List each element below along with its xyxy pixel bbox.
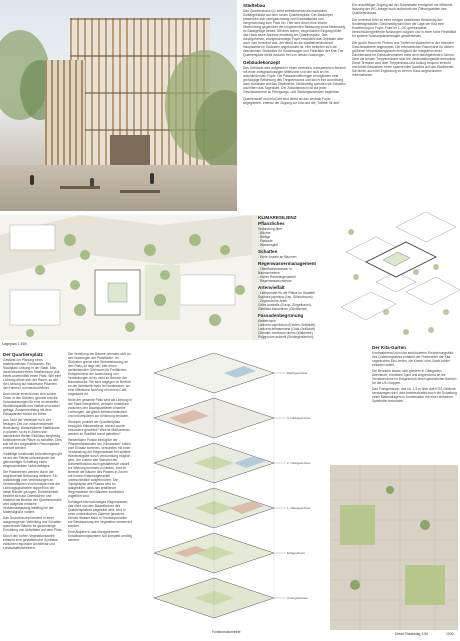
paragraph: Auch heute erreicht man sich solche Orten in den Städten, genutzt und die Voraussetzungen für eine unverstellte Wohlfühlqualität und Vielfalt sind dabei gefragt. Zusammenhang mit dem Klimawandel erklärt sie früher. xyxy=(3,392,60,416)
legend-list-item: Lonicera caprifolium (Echtes Geißblatt) xyxy=(258,323,315,327)
iso-level-label: 2. Obergeschoss xyxy=(287,461,311,465)
paragraph: Ein unauffälliger Zugang auf der Südostseite ermöglicht die effiziente Nutzung der WC-Anlage auch außerhalb der Öffnungszeiten des Quartiershauses. xyxy=(352,3,453,15)
quartiersplatz-section xyxy=(3,352,63,637)
legend-list-item: - Leitbaumart für die Plätze im Stadtteil xyxy=(258,291,315,295)
legend-subtitle: Pflanzliches xyxy=(258,221,285,226)
paragraph: Quartierstreff und InfoCafé sind direkt an das zentrale Foyer angegliedert, ebenso der Zugang zur Kita und die „Toilette für alle“. xyxy=(243,97,341,105)
kita-section xyxy=(372,345,458,465)
legend-list-item: Sophora japonica (Jap. Schnurbaum) xyxy=(258,295,313,299)
paragraph: Eine Abgabe in das übergeordnete Entwässerungssystem soll komplett unnötig werden. xyxy=(68,530,132,542)
legend-list-item: Gleditsia triacanthos (Gleditschie) xyxy=(258,307,308,311)
legend-list-item: Baumscheiben xyxy=(258,271,280,275)
legend-list-item: Polygonum aubertii (Schlingknöterich) xyxy=(258,335,314,339)
paragraph: Die Bereiche lassen sich gliedern in Obstgarten, Abenteuer, Kreatives Spiel und Angrenzend an die Terrassenzone im Erdgeschoß einen geschützten Bereich für die U3-Gruppen. xyxy=(372,369,457,385)
legend-list-item: - Beläge xyxy=(258,235,271,239)
paragraph: Kontrastierend zum klar strukturierten Erscheinungsbild des Quartiersplatzes entsteht der Freibereich der Kita organisches Ein Lernen, die Kinder zum „Nach-toben“ einladen sollen. xyxy=(372,351,453,367)
legend-title: KLIMARESILIENZ xyxy=(258,215,297,220)
legend-subtitle: Fassadenbegrünung xyxy=(258,313,304,318)
legend-list-item: - Wasserspiel xyxy=(258,243,278,247)
legend-list-item: - Hoher Rasenfugenanteil xyxy=(258,275,296,279)
paragraph: Vielfältige funktionale Anforderungen gilt es auf der Fläche untereinander bei gleichzeitiger Schaffung eines eingeschränkten Nutzerbelages. xyxy=(3,452,62,468)
hero-rendering xyxy=(0,0,237,211)
paragraph: Durch den hohen Vegetationsanteil entsteht eine gestalterische Synthese zwischen regionaler Architektur und Landschaftsrichtlinien. xyxy=(3,534,58,550)
axonometric-context xyxy=(336,212,460,342)
legend-list-item: - Bäume xyxy=(258,231,271,235)
paragraph: Der Innenhof führt zu einer ruhigen natürlichen Belichtung der Kindertagesstätte. Gleichzeitig wird über die Lage der Kita eine Erweiterung im Foyer, Flure im 1. OG gemeinsame, bereichsübergreifende Nutzungen möglich und in einer hohe Flexibilität für spätere Nutzungsänderungen gewährleistet. xyxy=(352,18,456,38)
right-intro-section xyxy=(352,3,456,208)
klimaresilienz-legend xyxy=(258,215,333,343)
iso-level-label: Untergeschoss xyxy=(287,596,308,600)
site-plan xyxy=(0,215,252,340)
section-title: Der Quartiersplatz xyxy=(3,352,43,357)
paragraph: Sonstiges überschüssiges Regenwasser, das nicht von den Baumflächen des Quartiersplatzes abgeleitet wird, wird in einer unterirdischen Zisterne gesichert. Dieses Wasser kann in Trockenperioden zur Bewässerung der Vegetation verwendet werden. xyxy=(68,500,132,528)
paragraph: Das Grundkonzept besteht in einer ausgewogenen Verteilung und Schatten spendender Bäume für gleichzeitige Errichtung von Aktivitäten auf dem Platz. xyxy=(3,516,63,532)
paragraph: Wodurch punktet der Quartiersplatz bezüglich Klimaresilienz, worauf wurde besonders geachtet? Welche Maßnahmen werden im Stadtteil sonst getroffen? xyxy=(68,420,131,436)
paragraph: Die Platzebenen werden durch die angrenzende Bebauung definiert. Ein unabhängig vom Verbindungen an Verkehrsflächen sind konzipiert wie die Lichtungsgeometrie doppelt bei der diese Ränder gezogen. Einheitlichkeit besteht sich auf Oberflächen und Material mit Bereich der Quartiersstraße wird aufgelöst einfache Verkehrsbelastung leitfähig bei der Materialgröße variiert. xyxy=(3,470,62,514)
plan-caption: Lageplan 1:500 xyxy=(2,342,27,346)
legend-text: - Hohe Anzahl an Bäumen xyxy=(258,255,297,259)
paragraph: Das Gebäude wird aufgeteilt in einen zentralen, transparenten Bereich mit einer zweigeschossigen Mittelzone und den sich an ihn anschließenden Foyer. Die Fassadenöffnungen ermöglichen eine großzügige Belichtung des Treppenraums und durch ihre Anordnung auch Ausblicke auf das Stadtviertel. Gleichzeitig spenden sie Schatten und filtern das Tageslicht. Der Zwischenraum ist auf jeder Geschossebene zu Reinigungs- und Wartungszwecken begehbar. xyxy=(243,66,346,94)
legend-list-item: - Zugeordnete Arten xyxy=(258,299,288,303)
legend-list-item: Celtis australis (Europ. Zürgelbaum), xyxy=(258,303,312,307)
functional-isometry xyxy=(134,343,314,633)
paragraph: Der große Raum für Proben und Treffen ist stützenfrei in der obersten Geschossebene angeordnet. Die erforderlichen Raumhöhe für diesen größeren Veranstaltungsraum ermöglicht die Integration einer Dachterrasse im Gebäudevolumen unter dem durchgehenden Schirm. Über die beiden Treppenhäuser sind die Veranstaltungssäle erreichbar. Diese Terrasse wird über Treppenhaus und Aufzug bequem erreicht und bietet Besuchern einen spannenden Ausblick auf das Stadtviertel. Sie bleibt, auch bei Ergänzung zu den im Haus angeordneten Informationen. xyxy=(352,41,456,77)
legend-subtitle: Artenvielfalt xyxy=(258,285,285,290)
iso-level-label: Erdgeschoss xyxy=(287,551,305,555)
legend-list-item: Clematis montana rubens (Waldrebe) xyxy=(258,331,313,335)
paragraph: Das Trafogebäude, das ca. 1,3 m über das KITA Gelände herausragen wird, wird bewirtschaftet durch die Schaffung eines Materiallagers in Kombination mit einer einfachen Spielhütte verbunden. xyxy=(372,387,457,403)
legend-list-item: Lonicera tellmanniana (Gold-Geißblatt) xyxy=(258,327,315,331)
paragraph: Die Verteilung der Bäume orientiert sich an den Nutzungen der Platzfläche. Im Südosten grenzt eine Wohnbebauung an den Platz, so liegt hier, hier einen verbleibenden Grünraum für Freiflächen. Entsprechend der Ausrichtung von Verbindungen ist es nicht im Bereich der Baumstruktur. Sie sind dagegen im Bereich an der Westseite mehr im Nordwesten, wo eine öffentliche Nutzung mit einem Café angedacht ist. xyxy=(68,352,132,396)
detail-caption: Detail Platzbelag 1:50 xyxy=(395,632,428,636)
iso-level-label: Dachgeschoss xyxy=(287,371,308,375)
legend-list-item: - Fassade xyxy=(258,239,273,243)
legend-list-item: - Oberflächenwasser in xyxy=(258,267,292,271)
iso-level-label: 3. Obergeschoss xyxy=(287,416,311,420)
paragraph: Gestärkt zur Planung eines stadträumlichen Freiraumes. Ein Stadtplatz Leibung in der Stadt. Man durchschreitet einen Straßenraum und betritt unvermittelt einen Platz. Wie eine Lichtung öffnet sich der Raum, so wie die Lichtung auf historische Plazeten, den Himmel, sonnendurchflutet. xyxy=(3,358,62,390)
paragraph: Das Quartiershaus Q1 steht selbstbewusst als markantes Solitärgebäude auf dem neuen Quartiersplatz. Der Baukörper präsentiert sich zweigeschossig zum Kleeblattplatz und viergeschossig zum Platz hin. Hier wird durch eine leichte Überhöhung gegenüber der umgebenden Bebauung seine Bedeutung im Stadtgefüge betont. Mit dem hohen, eingerückten Eingang bildet das Haus seine Adresse eindeutig am Quartiersplatz. Das durchgehende, zweigeschossige Foyer erschließt das Gebäude aber auch vom Innenhof aus, der direkt an die stadtteilverbindende Hauptachse im Südosten angebunden ist. Hier befinden sich die überdachten Stellplätze für Kinderwagen und Fahrräder der Kita. Der Quartiersplatz bleibt dadurch frei von diesen Nutzungen. xyxy=(243,9,346,57)
staedtebau-section xyxy=(243,3,346,208)
paragraph: Wesentliche Punkte bezüglich der Pflanzenbestandes am „Klimaanker“ sollen zum Einsatz kommen, verbunden mit einer Verdunstung der Regenwasser bei spätere Wiederabgabe durch Verdunstung möglich wird. Um zudem den Standort der Sammelfunktion auch gestalterisch visuell zur Wirkung kommen zu lassen, wird im Bereich die Bäume des Platzes in Zonen mit hohem Rasenfugenanteil unterschiedlich aufgebrochen. Die Topographie des Platzes wird so ausgebildet, dass das anfallende Regenwasser den Bäumen zumindest zugeführt wird. xyxy=(68,438,131,498)
iso-level-label: 1. Obergeschoss xyxy=(287,506,311,510)
paragraph: Aus Sicht der Verfasser ist in der heutigen Zeit von einschneidender Bedeutung, klimaresiliente Stadträume zu planen, so es in Zeiten sich wandelnder Wetter Einflüsse langfristig funktionierende Plätze zu schaffen. Dies soll mit der vorgestellten Planungsidee erreicht werden. xyxy=(3,418,62,450)
section-title: Der Kita-Garten xyxy=(372,345,406,350)
legend-list-item: - Regenwasserzisterne xyxy=(258,279,292,283)
page-number: 1000 xyxy=(446,632,454,636)
section-subtitle: Gebäudekonzept xyxy=(243,60,281,65)
legend-subtitle: Regenwassermanagement xyxy=(258,261,316,266)
paragraph: Nicht der gesamte Platz wird als Lichtung in der Stadt interpretiert, vielmehr entstehen zwischen den Baumquartieren einzelne Lichtungen, die gleich selbstverständlich und unkompliziert zur Erfahrung einladen. xyxy=(68,398,132,418)
legend-text: Verbindung über xyxy=(258,227,283,231)
iso-caption: Funktionsisometrie xyxy=(212,630,241,634)
section-title: Städtebau xyxy=(243,3,266,8)
legend-subtitle: Schatten xyxy=(258,249,278,254)
middle-text-section xyxy=(68,352,132,637)
legend-list-item: Kletterrosen xyxy=(258,319,276,323)
paving-detail xyxy=(330,465,458,630)
